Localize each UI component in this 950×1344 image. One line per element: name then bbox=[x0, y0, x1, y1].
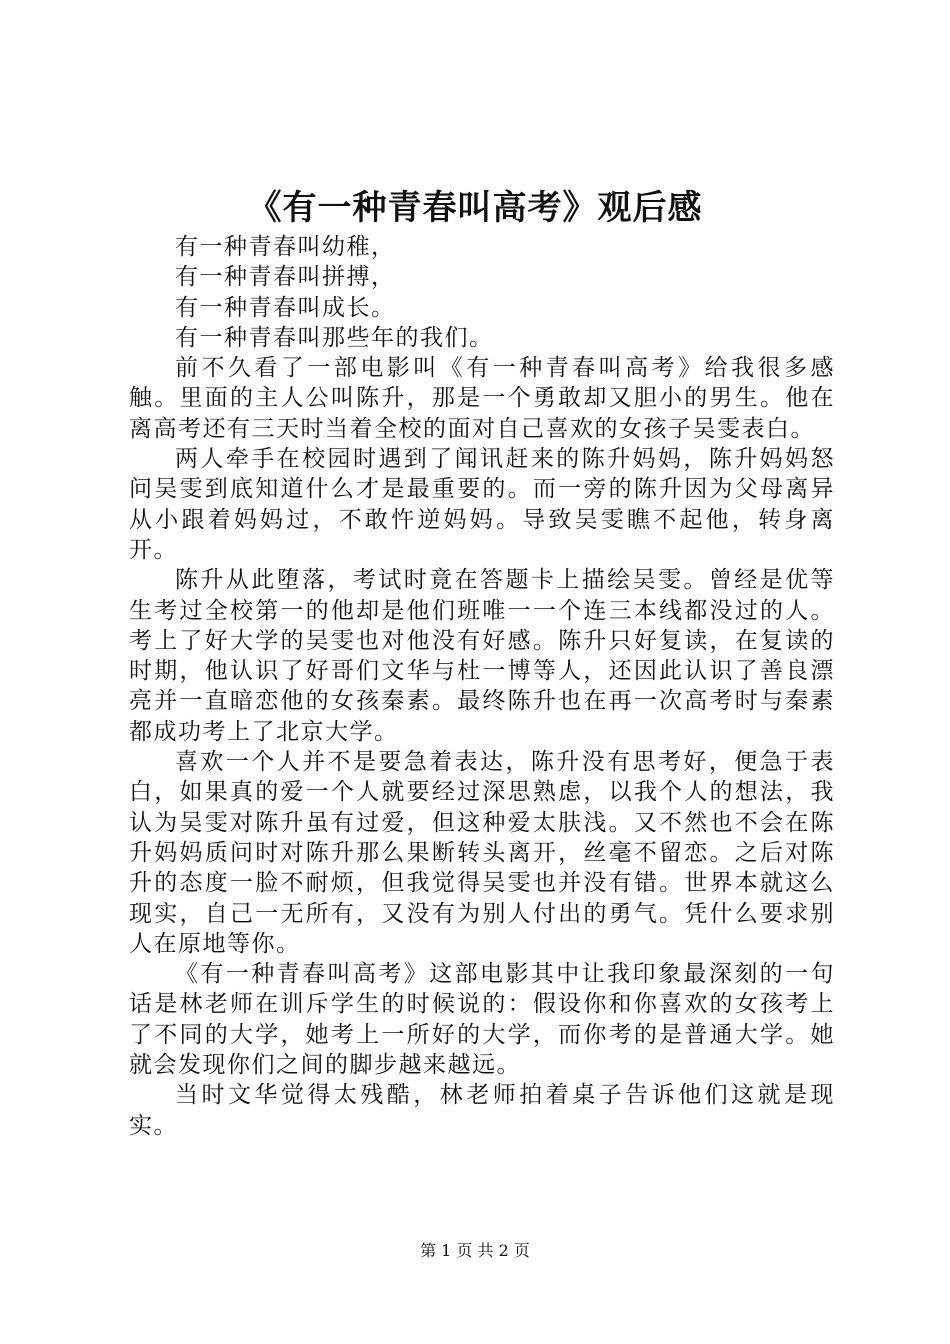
paragraph: 喜欢一个人并不是要急着表达，陈升没有思考好，便急于表白，如果真的爱一个人就要经过深思熟虑，以我个人的想法，我认为吴雯对陈升虽有过爱，但这种爱太肤浅。又不然也不会在陈升妈妈质问时对陈升那么果断转头离开，丝毫不留恋。之后对陈升的态度一脸不耐烦，但我觉得吴雯也并没有错。世界本就这么现实，自己一无所有，又没有为别人付出的勇气。凭什么要求别人在原地等你。 bbox=[129, 749, 835, 957]
document-body bbox=[129, 232, 835, 1141]
paragraph: 陈升从此堕落，考试时竟在答题卡上描绘吴雯。曾经是优等生考过全校第一的他却是他们班唯一一个连三本线都没过的人。考上了好大学的吴雯也对他没有好感。陈升只好复读，在复读的时期，他认识了好哥们文华与杜一博等人，还因此认识了善良漂亮并一直暗恋他的女孩秦素。最终陈升也在再一次高考时与秦素都成功考上了北京大学。 bbox=[129, 567, 835, 745]
paragraph: 两人牵手在校园时遇到了闻讯赶来的陈升妈妈，陈升妈妈怒问吴雯到底知道什么才是最重要的。而一旁的陈升因为父母离异从小跟着妈妈过，不敢忤逆妈妈。导致吴雯瞧不起他，转身离开。 bbox=[129, 446, 835, 563]
paragraph: 有一种青春叫拼搏， bbox=[175, 264, 396, 291]
document-title: 《有一种青春叫高考》观后感 bbox=[247, 188, 703, 228]
paragraph: 有一种青春叫成长。 bbox=[175, 294, 396, 321]
paragraph: 当时文华觉得太残酷，林老师拍着桌子告诉他们这就是现实。 bbox=[129, 1082, 835, 1139]
page-footer: 第 1 页 共 2 页 bbox=[420, 1241, 530, 1260]
paragraph: 前不久看了一部电影叫《有一种青春叫高考》给我很多感触。里面的主人公叫陈升，那是一个勇敢却又胆小的男生。他在离高考还有三天时当着全校的面对自己喜欢的女孩子吴雯表白。 bbox=[129, 355, 835, 442]
paragraph: 《有一种青春叫高考》这部电影其中让我印象最深刻的一句话是林老师在训斥学生的时候说的：假设你和你喜欢的女孩考上了不同的大学，她考上一所好的大学，而你考的是普通大学。她就会发现你们之间的脚步越来越远。 bbox=[129, 961, 835, 1079]
paragraph: 有一种青春叫那些年的我们。 bbox=[175, 324, 494, 351]
paragraph: 有一种青春叫幼稚， bbox=[175, 234, 396, 260]
